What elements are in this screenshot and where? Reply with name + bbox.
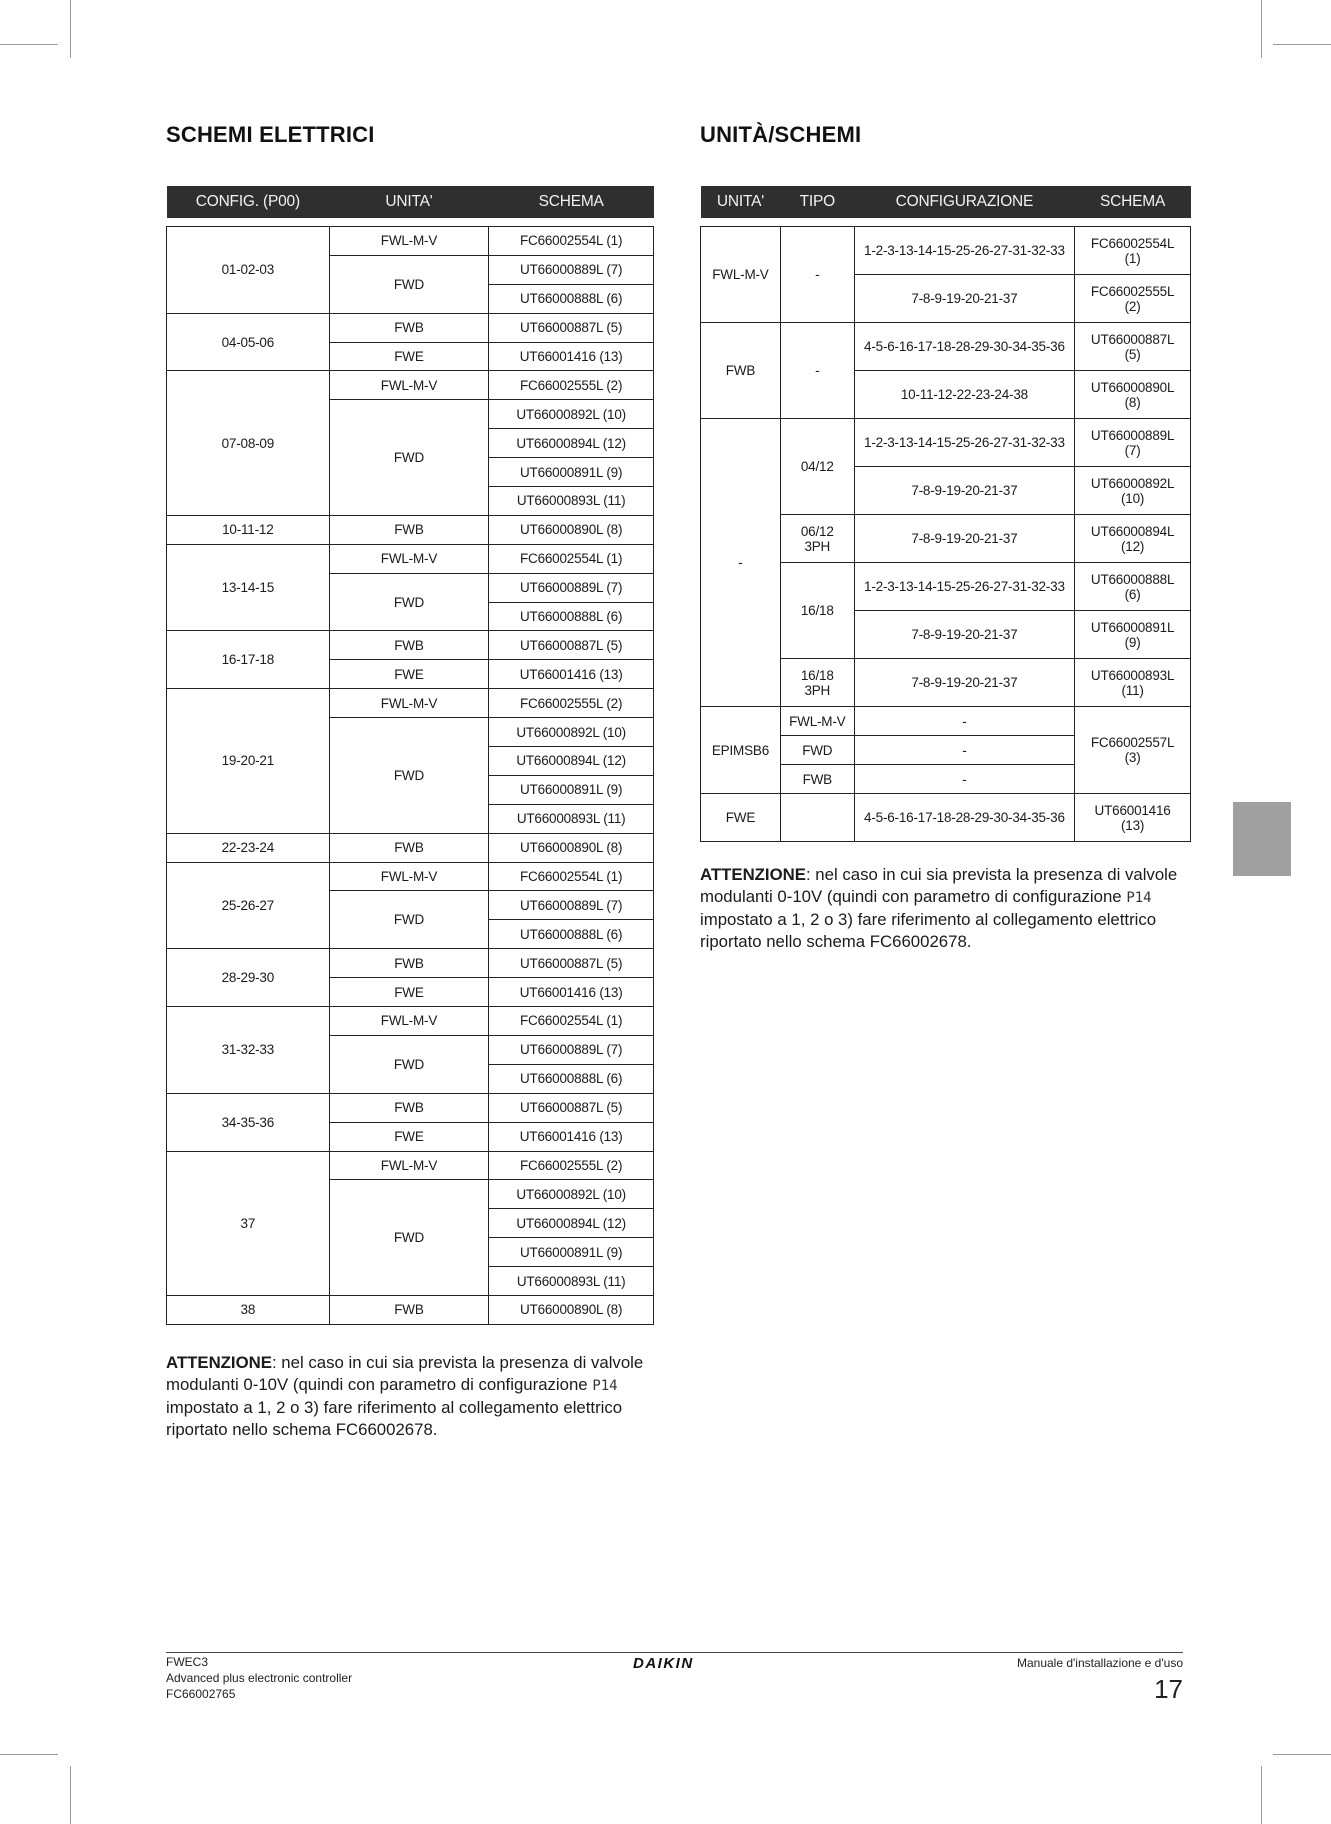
unit-cell: FWD [329, 1180, 489, 1296]
schema-cell: UT66000887L (5) [1075, 323, 1191, 371]
config-cell: 07-08-09 [167, 371, 330, 515]
schema-cell: UT66000891L (9) [489, 1238, 654, 1267]
table-row [701, 323, 1191, 371]
unit-cell: FWL-M-V [329, 371, 489, 400]
unit-cell: - [701, 419, 781, 707]
schema-cell: UT66000890L (8) [1075, 371, 1191, 419]
schema-cell: UT66000889L (7) [489, 1035, 654, 1064]
unit-cell: FWD [329, 573, 489, 631]
unit-cell: FWB [329, 313, 489, 342]
schema-cell: UT66000891L (9) [1075, 611, 1191, 659]
table-row [167, 949, 654, 978]
schema-cell: UT66000892L (10) [489, 400, 654, 429]
table-row [701, 794, 1191, 842]
unit-cell: FWB [701, 323, 781, 419]
schema-cell: UT66000893L (11) [1075, 659, 1191, 707]
configuration-cell: 1-2-3-13-14-15-25-26-27-31-32-33 [854, 563, 1074, 611]
crop-mark [1273, 44, 1331, 45]
unit-cell: FWB [329, 1295, 489, 1324]
column-header-schema: SCHEMA [489, 186, 654, 218]
table-header-row [701, 186, 1191, 218]
unit-cell: FWE [329, 1122, 489, 1151]
unit-cell: FWL-M-V [329, 1151, 489, 1180]
unit-cell: FWL-M-V [329, 544, 489, 573]
attention-note-right: ATTENZIONE: nel caso in cui sia prevista la presenza di valvole modulanti 0-10V (quindi con parametro di configurazione P14 impostato a 1, 2 o 3) fare riferimento al collegamento elettrico riportato nello schema FC66002678. [700, 865, 1178, 951]
unit-schema-table [700, 186, 1191, 842]
column-header-configuration: CONFIGURAZIONE [854, 186, 1074, 218]
column-header-unit: UNITA' [329, 186, 489, 218]
schema-cell: UT66000894L (12) [489, 747, 654, 776]
table-row [167, 371, 654, 400]
schema-cell: FC66002557L (3) [1075, 707, 1191, 794]
schema-cell: UT66001416 (13) [489, 660, 654, 689]
config-cell: 13-14-15 [167, 544, 330, 631]
config-cell: 16-17-18 [167, 631, 330, 689]
unit-cell: FWB [329, 515, 489, 544]
schema-cell: FC66002554L (1) [489, 544, 654, 573]
schema-cell: UT66001416 (13) [1075, 794, 1191, 842]
configuration-cell: - [854, 736, 1074, 765]
table-row [167, 1151, 654, 1180]
config-cell: 38 [167, 1295, 330, 1324]
config-cell: 31-32-33 [167, 1007, 330, 1094]
schema-cell: UT66001416 (13) [489, 1122, 654, 1151]
configuration-cell: 10-11-12-22-23-24-38 [854, 371, 1074, 419]
schema-cell: UT66000887L (5) [489, 1093, 654, 1122]
crop-mark [1261, 0, 1262, 58]
schema-cell: FC66002554L (1) [489, 1007, 654, 1036]
config-cell: 04-05-06 [167, 313, 330, 371]
footer-product-code: FWEC3 [166, 1655, 208, 1669]
crop-mark [70, 1766, 71, 1824]
table-row [167, 833, 654, 862]
unit-cell: FWB [329, 949, 489, 978]
table-row [167, 515, 654, 544]
section-title-unita-schemi: UNITÀ/SCHEMI [700, 122, 862, 147]
table-row [167, 544, 654, 573]
schema-cell: UT66000888L (6) [489, 602, 654, 631]
column-header-schema: SCHEMA [1075, 186, 1191, 218]
schema-cell: UT66000887L (5) [489, 631, 654, 660]
unit-cell: FWL-M-V [329, 689, 489, 718]
schema-cell: FC66002555L (2) [489, 689, 654, 718]
unit-cell: FWL-M-V [701, 227, 781, 323]
table-row [167, 313, 654, 342]
configuration-cell: 7-8-9-19-20-21-37 [854, 659, 1074, 707]
unit-cell: EPIMSB6 [701, 707, 781, 794]
configuration-cell: - [854, 707, 1074, 736]
type-cell: 06/12 3PH [780, 515, 854, 563]
type-cell: - [780, 227, 854, 323]
schema-cell: UT66000892L (10) [1075, 467, 1191, 515]
config-cell: 34-35-36 [167, 1093, 330, 1151]
config-cell: 28-29-30 [167, 949, 330, 1007]
schema-cell: UT66000891L (9) [489, 458, 654, 487]
schema-cell: UT66000892L (10) [489, 718, 654, 747]
unit-cell: FWD [329, 891, 489, 949]
crop-mark [1273, 1754, 1331, 1755]
configuration-cell: 1-2-3-13-14-15-25-26-27-31-32-33 [854, 227, 1074, 275]
schema-cell: FC66002554L (1) [1075, 227, 1191, 275]
configuration-cell: - [854, 765, 1074, 794]
table-row [167, 1093, 654, 1122]
table-row [701, 707, 1191, 736]
schema-cell: UT66000888L (6) [489, 1064, 654, 1093]
configuration-cell: 7-8-9-19-20-21-37 [854, 515, 1074, 563]
footer-document-code: FC66002765 [166, 1687, 236, 1701]
unit-cell: FWE [329, 660, 489, 689]
unit-cell: FWL-M-V [329, 862, 489, 891]
schema-cell: FC66002554L (1) [489, 862, 654, 891]
configuration-cell: 7-8-9-19-20-21-37 [854, 275, 1074, 323]
footer-product-name: Advanced plus electronic controller [166, 1671, 353, 1685]
configuration-cell: 4-5-6-16-17-18-28-29-30-34-35-36 [854, 794, 1074, 842]
table-header-row [167, 186, 654, 218]
type-cell: FWB [780, 765, 854, 794]
schema-cell: UT66000888L (6) [489, 920, 654, 949]
unit-cell: FWE [329, 978, 489, 1007]
schema-cell: UT66000890L (8) [489, 515, 654, 544]
unit-cell: FWE [329, 342, 489, 371]
unit-cell: FWB [329, 1093, 489, 1122]
schema-cell: FC66002554L (1) [489, 227, 654, 256]
config-cell: 37 [167, 1151, 330, 1295]
unit-cell: FWL-M-V [329, 227, 489, 256]
schema-cell: UT66000889L (7) [489, 573, 654, 602]
config-cell: 22-23-24 [167, 833, 330, 862]
section-title-schemi-elettrici: SCHEMI ELETTRICI [166, 122, 375, 147]
schema-cell: UT66000893L (11) [489, 804, 654, 833]
schema-cell: UT66000889L (7) [489, 891, 654, 920]
column-header-unit: UNITA' [701, 186, 781, 218]
section-tab-marker [1233, 802, 1291, 876]
config-cell: 01-02-03 [167, 227, 330, 314]
type-cell: FWL-M-V [780, 707, 854, 736]
table-row [167, 1007, 654, 1036]
table-row [167, 689, 654, 718]
table-row [167, 1295, 654, 1324]
configuration-cell: 7-8-9-19-20-21-37 [854, 611, 1074, 659]
type-cell: 16/18 [780, 563, 854, 659]
schema-cell: UT66001416 (13) [489, 342, 654, 371]
schema-cell: UT66000889L (7) [489, 255, 654, 284]
unit-cell: FWE [701, 794, 781, 842]
schema-cell: UT66000887L (5) [489, 949, 654, 978]
schema-cell: UT66000887L (5) [489, 313, 654, 342]
schema-cell: UT66000892L (10) [489, 1180, 654, 1209]
table-row [167, 227, 654, 256]
schema-cell: UT66000889L (7) [1075, 419, 1191, 467]
schema-cell: UT66000891L (9) [489, 775, 654, 804]
footer-divider [166, 1652, 1183, 1653]
config-cell: 25-26-27 [167, 862, 330, 949]
type-cell: - [780, 323, 854, 419]
schema-cell: UT66000893L (11) [489, 487, 654, 516]
schema-cell: FC66002555L (2) [1075, 275, 1191, 323]
configuration-cell: 4-5-6-16-17-18-28-29-30-34-35-36 [854, 323, 1074, 371]
schema-cell: UT66000890L (8) [489, 833, 654, 862]
schema-cell: UT66001416 (13) [489, 978, 654, 1007]
footer-manual-title: Manuale d'installazione e d'uso [1016, 1656, 1183, 1670]
schema-cell: UT66000888L (6) [489, 284, 654, 313]
column-header-config: CONFIG. (P00) [167, 186, 330, 218]
unit-cell: FWD [329, 400, 489, 516]
type-cell: 16/18 3PH [780, 659, 854, 707]
unit-cell: FWD [329, 255, 489, 313]
brand-logo: DAIKIN [633, 1655, 694, 1672]
schema-cell: UT66000894L (12) [489, 1209, 654, 1238]
attention-note-left: ATTENZIONE: nel caso in cui sia prevista la presenza di valvole modulanti 0-10V (quindi con parametro di configurazione P14 impostato a 1, 2 o 3) fare riferimento al collegamento elettrico riportato nello schema FC66002678. [166, 1353, 644, 1439]
unit-cell: FWB [329, 833, 489, 862]
schema-cell: UT66000894L (12) [1075, 515, 1191, 563]
schema-cell: FC66002555L (2) [489, 371, 654, 400]
unit-cell: FWD [329, 1035, 489, 1093]
table-row [167, 631, 654, 660]
unit-cell: FWL-M-V [329, 1007, 489, 1036]
crop-mark [0, 44, 58, 45]
schema-cell: UT66000890L (8) [489, 1295, 654, 1324]
config-cell: 19-20-21 [167, 689, 330, 833]
crop-mark [1261, 1766, 1262, 1824]
config-schema-table [166, 186, 654, 1325]
configuration-cell: 1-2-3-13-14-15-25-26-27-31-32-33 [854, 419, 1074, 467]
crop-mark [70, 0, 71, 58]
type-cell: FWD [780, 736, 854, 765]
page-number: 17 [1154, 1674, 1183, 1704]
unit-cell: FWB [329, 631, 489, 660]
type-cell: 04/12 [780, 419, 854, 515]
schema-cell: FC66002555L (2) [489, 1151, 654, 1180]
column-header-type: TIPO [780, 186, 854, 218]
configuration-cell: 7-8-9-19-20-21-37 [854, 467, 1074, 515]
schema-cell: UT66000893L (11) [489, 1267, 654, 1296]
unit-cell: FWD [329, 718, 489, 834]
table-row [167, 862, 654, 891]
config-cell: 10-11-12 [167, 515, 330, 544]
schema-cell: UT66000894L (12) [489, 429, 654, 458]
table-row [701, 419, 1191, 467]
crop-mark [0, 1754, 58, 1755]
type-cell [780, 794, 854, 842]
table-row [701, 227, 1191, 275]
schema-cell: UT66000888L (6) [1075, 563, 1191, 611]
